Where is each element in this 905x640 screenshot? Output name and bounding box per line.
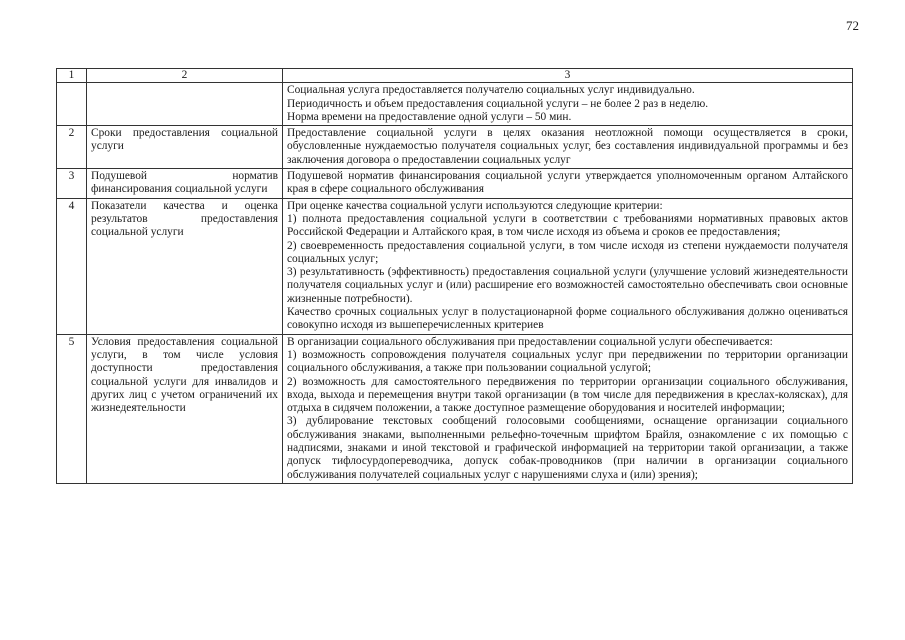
table-header-row <box>57 69 853 83</box>
description-line: В организации социального обслуживания при предоставлении социальной услуги обеспечивается: <box>287 335 773 348</box>
description-line: 2) своевременность предоставления социальной услуги, в том числе исходя из степени нуждаемости получателя социальных услуг; <box>287 239 848 265</box>
row-name: Условия предоставления социальной услуги, в том числе условия доступности предоставления социальной услуги для инвалидов и других лиц с учетом ограничений их жизнедеятельности <box>87 334 283 483</box>
row-description-cell <box>283 126 853 169</box>
table-row <box>57 169 853 199</box>
row-description-cell <box>283 198 853 334</box>
header-col-2: 2 <box>87 69 283 83</box>
description-line: 3) результативность (эффективность) предоставления социальной услуги (улучшение условий жизнедеятельности получателя социальных услуг и (или) расширение его возможностей самостоятельно обеспечивать свои основные жизненные потребности). <box>287 266 848 305</box>
header-col-3: 3 <box>283 69 853 83</box>
row-name-cell <box>87 83 283 126</box>
description-line: Подушевой норматив финансирования социальной услуги утверждается уполномоченным органом Алтайского края в сфере социального обслуживания <box>287 170 848 196</box>
table-row <box>57 198 853 334</box>
table-row <box>57 126 853 169</box>
row-description-cell <box>283 83 853 126</box>
row-number: 4 <box>57 198 87 334</box>
description-line: Норма времени на предоставление одной услуги – 50 мин. <box>287 110 572 123</box>
description-line: 3) дублирование текстовых сообщений голосовыми сообщениями, оснащение организации социального обслуживания знаками, выполненными рельефно-точечным шрифтом Брайля, ознакомление с их помощью с надписями, знаками и иной текстовой и графической информацией на территории такой организации, а также допуск тифлосурдопереводчика, допуск собак-проводников (при наличии в организации социального обслуживания получателей социальных услуг с нарушениями слуха и (или) зрения); <box>287 415 848 481</box>
row-name: Показатели качества и оценка результатов предоставления социальной услуги <box>87 198 283 334</box>
row-number: 2 <box>57 126 87 169</box>
row-name: Подушевой норматив финансирования социальной услуги <box>87 169 283 199</box>
row-number: 3 <box>57 169 87 199</box>
description-line: Качество срочных социальных услуг в полустационарной форме социального обслуживания должно оцениваться совокупно исходя из вышеперечисленных критериев <box>287 306 848 332</box>
row-description-cell <box>283 334 853 483</box>
table-row <box>57 334 853 483</box>
description-line: При оценке качества социальной услуги используются следующие критерии: <box>287 199 663 212</box>
description-line: 2) возможность для самостоятельного передвижения по территории организации социального обслуживания, входа, выхода и перемещения внутри такой организации (в том числе для передвижения в креслах-колясках), для отдыха в сидячем положении, а также доступное размещение оборудования и носителей информации; <box>287 375 848 415</box>
row-number: 5 <box>57 334 87 483</box>
row-description-cell <box>283 169 853 199</box>
table-row-continuation <box>57 83 853 126</box>
description-line: Предоставление социальной услуги в целях оказания неотложной помощи осуществляется в сроки, обусловленные нуждаемостью получателя социальных услуг, без составления индивидуальной программы и без заключения договора о предоставлении социальных услуг <box>287 127 848 166</box>
description-line: 1) возможность сопровождения получателя социальных услуг при передвижении по территории организации социального обслуживания, а также при пользовании социальной услугой; <box>287 348 848 375</box>
description-line: Социальная услуга предоставляется получателю социальных услуг индивидуально. <box>287 84 695 97</box>
description-line: Периодичность и объем предоставления социальной услуги – не более 2 раз в неделю. <box>287 97 709 110</box>
services-table <box>56 68 853 484</box>
row-name: Сроки предоставления социальной услуги <box>87 126 283 169</box>
row-number-cell <box>57 83 87 126</box>
description-line: 1) полнота предоставления социальной услуги в соответствии с требованиями нормативных правовых актов Российской Федерации и Алтайского края, в том числе исходя из объема и сроков ее предоставления; <box>287 212 848 239</box>
header-col-1: 1 <box>57 69 87 83</box>
page-number: 72 <box>846 18 859 33</box>
